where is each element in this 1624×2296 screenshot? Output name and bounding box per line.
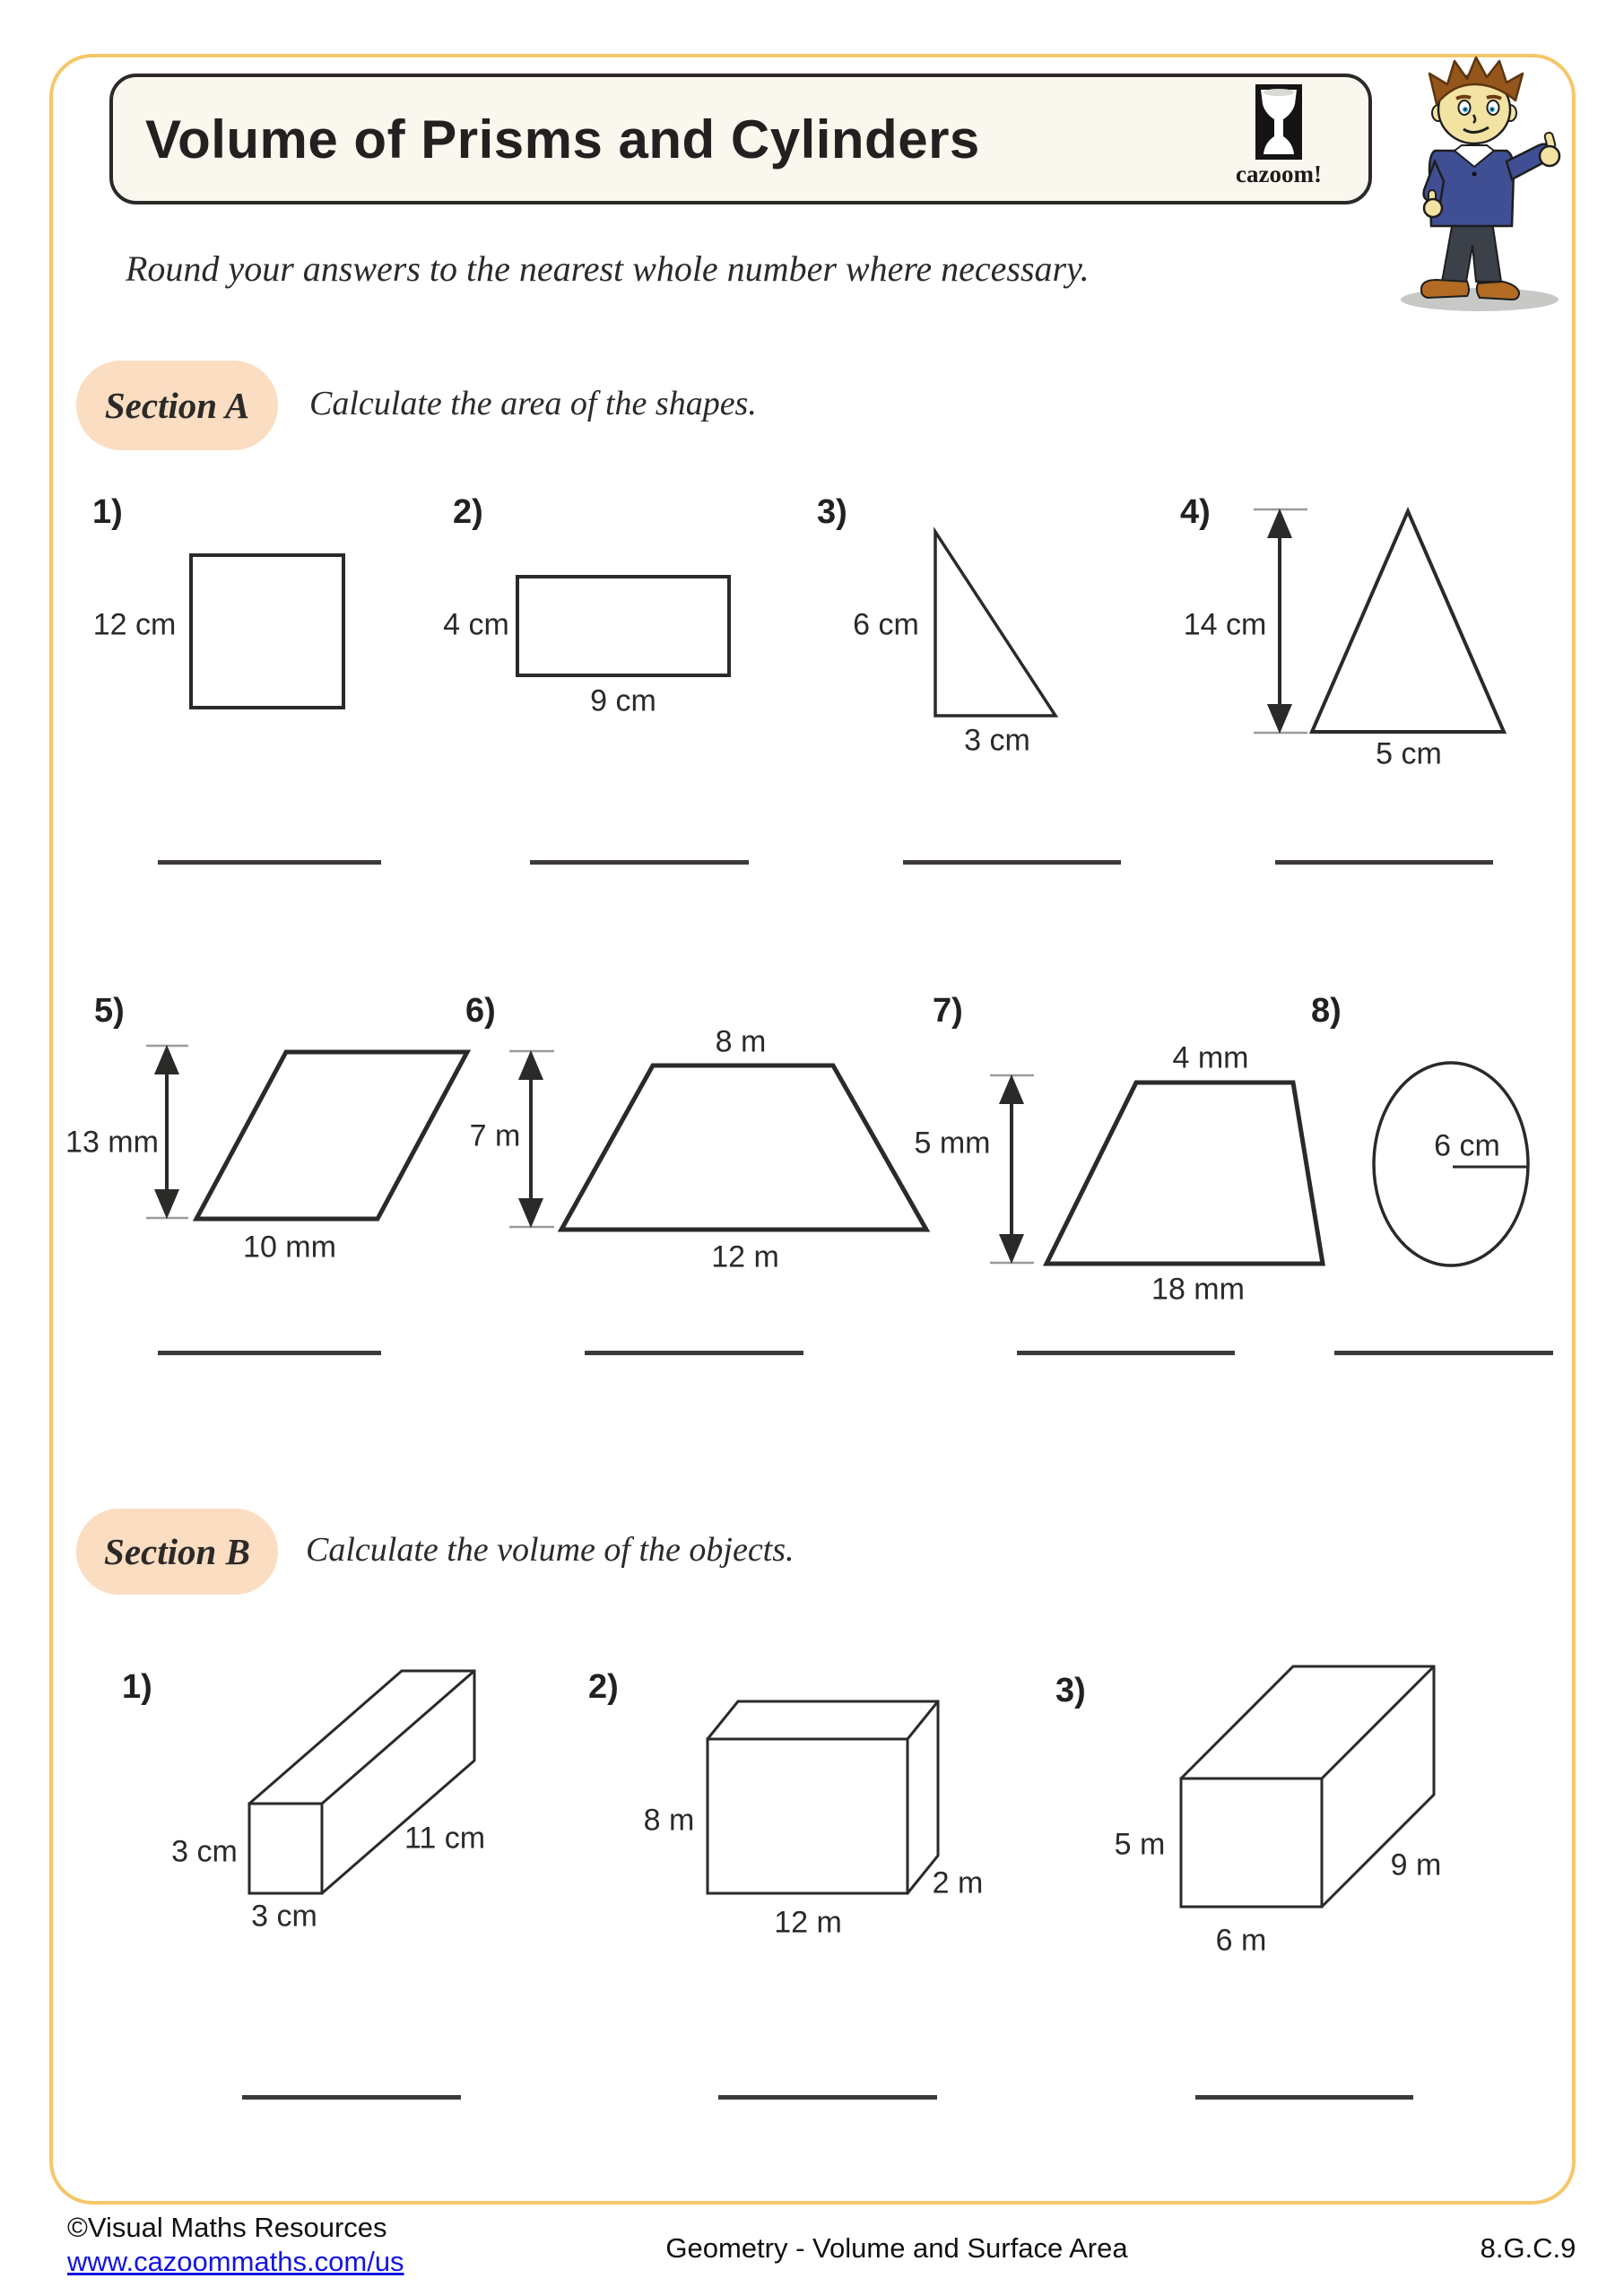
page-title: Volume of Prisms and Cylinders — [145, 109, 980, 170]
dim-label: 5 mm — [914, 1126, 991, 1161]
section-b-prompt: Calculate the volume of the objects. — [306, 1531, 795, 1569]
dim-label: 12 m — [774, 1905, 842, 1940]
dim-label: 8 m — [643, 1803, 695, 1838]
dim-label: 10 mm — [243, 1230, 336, 1265]
footer-standard-code: 8.G.C.9 — [1480, 2232, 1576, 2264]
dim-label: 3 cm — [171, 1834, 238, 1869]
cuboid-shape — [249, 1671, 474, 1893]
question-number: 3) — [817, 493, 847, 531]
dim-label: 6 m — [1215, 1923, 1267, 1958]
footer-url-text[interactable]: www.cazoommaths.com/us — [67, 2246, 404, 2277]
circle-shape — [1374, 1063, 1528, 1265]
rectangle-shape — [517, 577, 729, 675]
dim-label: 5 cm — [1376, 736, 1442, 771]
dim-label: 4 mm — [1172, 1040, 1249, 1075]
dim-label: 12 m — [711, 1239, 779, 1274]
dim-label: 2 m — [932, 1866, 984, 1900]
triangle-shape — [1312, 511, 1504, 732]
dim-label: 18 mm — [1151, 1272, 1245, 1307]
answer-line — [158, 1351, 381, 1355]
answer-line — [1334, 1351, 1553, 1355]
question-number: 5) — [94, 992, 125, 1030]
dim-label: 4 cm — [443, 607, 509, 642]
answer-line — [585, 1351, 803, 1355]
question-number: 2) — [588, 1668, 619, 1706]
question-number: 1) — [92, 493, 123, 531]
square-shape — [191, 555, 343, 708]
footer-subject: Geometry - Volume and Surface Area — [665, 2232, 1128, 2264]
section-a-label: Section A — [104, 385, 250, 426]
parallelogram-shape — [196, 1052, 467, 1219]
answer-line — [903, 860, 1121, 865]
dim-label: 6 cm — [853, 607, 919, 642]
question-number: 4) — [1180, 493, 1211, 531]
question-number: 8) — [1311, 992, 1342, 1030]
dim-label: 12 cm — [92, 607, 177, 642]
trapezoid-shape — [561, 1065, 926, 1230]
answer-line — [1195, 2095, 1413, 2100]
answer-line — [1017, 1351, 1235, 1355]
dim-label: 14 cm — [1183, 607, 1267, 642]
question-number: 7) — [933, 992, 963, 1030]
section-b-label: Section B — [104, 1531, 250, 1572]
dim-label: 6 cm — [1434, 1128, 1500, 1163]
trapezoid-shape — [1046, 1083, 1323, 1264]
dim-label: 9 cm — [590, 683, 656, 718]
footer-copyright: ©Visual Maths Resources — [67, 2212, 387, 2243]
dim-label: 3 cm — [964, 723, 1030, 758]
footer-url-link[interactable] — [67, 2246, 404, 2278]
dim-label: 11 cm — [404, 1821, 486, 1856]
question-number: 1) — [122, 1668, 152, 1706]
question-number: 2) — [453, 493, 483, 531]
right-triangle-shape — [935, 532, 1055, 716]
dim-label: 5 m — [1114, 1827, 1166, 1862]
question-number: 6) — [465, 992, 496, 1030]
answer-line — [1275, 860, 1493, 865]
cuboid-shape — [708, 1701, 938, 1893]
answer-line — [158, 860, 381, 865]
dim-label: 8 m — [715, 1024, 767, 1059]
answer-line — [242, 2095, 461, 2100]
worksheet-instruction: Round your answers to the nearest whole number where necessary. — [126, 248, 1090, 289]
section-a-prompt: Calculate the area of the shapes. — [309, 385, 757, 422]
answer-line — [530, 860, 749, 865]
question-number: 3) — [1055, 1672, 1086, 1709]
dim-label: 3 cm — [251, 1899, 317, 1934]
cazoom-logo-text: cazoom! — [1236, 161, 1322, 187]
dim-label: 13 mm — [65, 1125, 159, 1160]
answer-line — [718, 2095, 937, 2100]
dim-label: 9 m — [1390, 1848, 1442, 1883]
dim-label: 7 m — [469, 1118, 521, 1153]
